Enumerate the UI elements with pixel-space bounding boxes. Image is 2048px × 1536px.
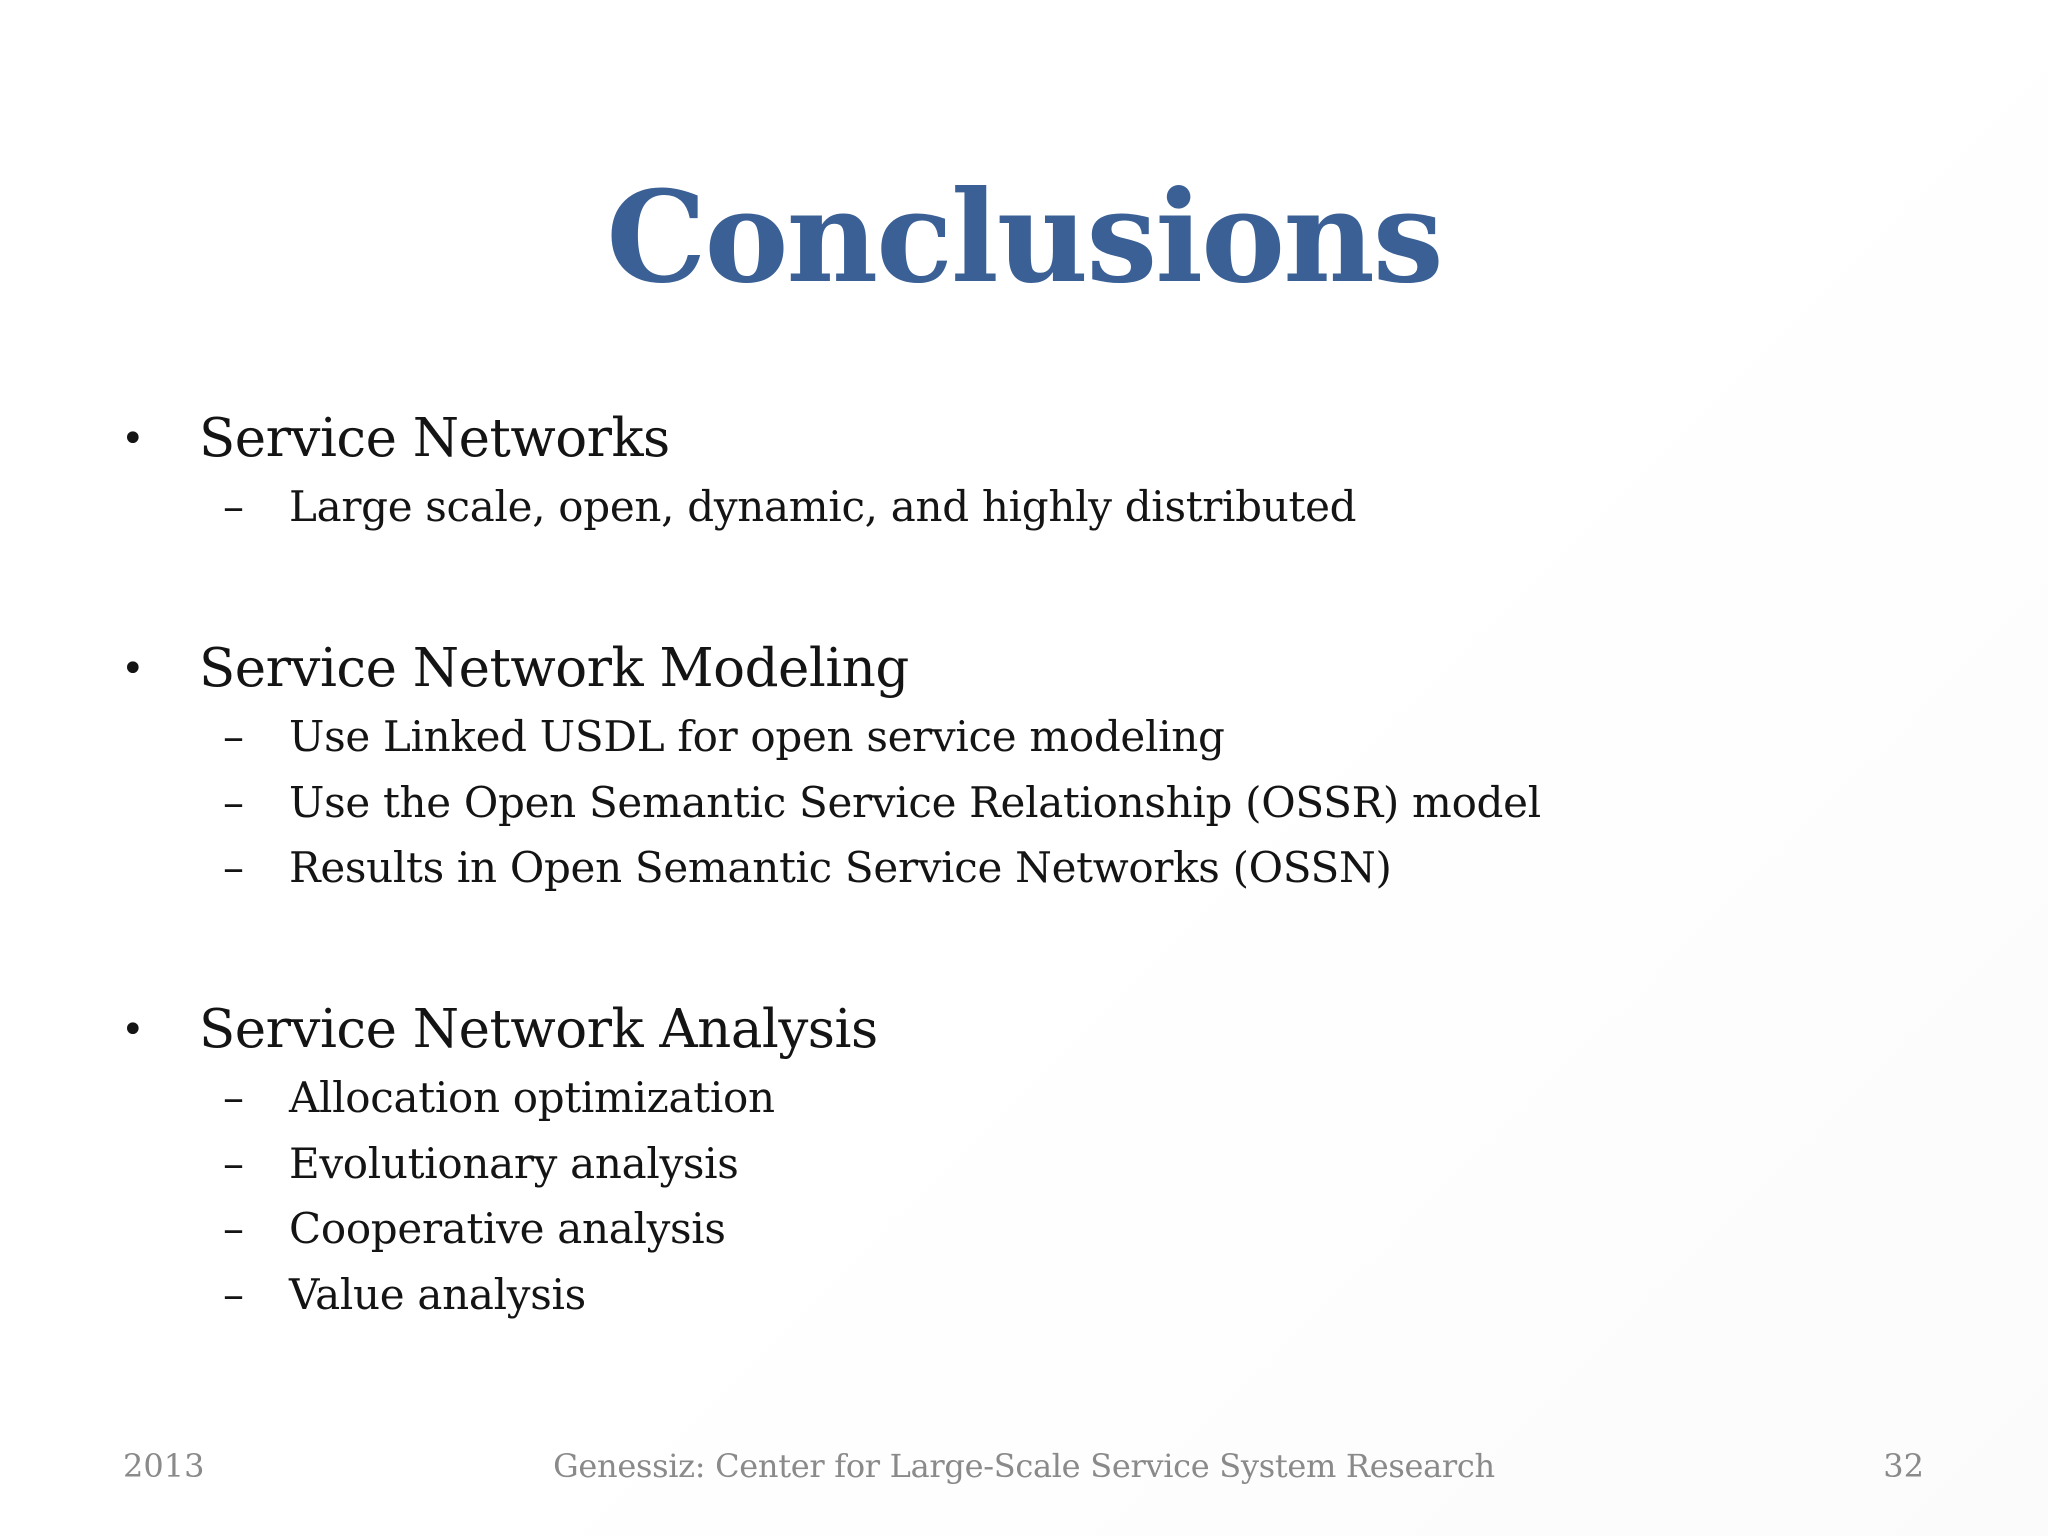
bullet-item xyxy=(0,634,2048,704)
sub-item xyxy=(0,1065,2048,1131)
bullet-heading: Service Network Analysis xyxy=(199,999,878,1060)
sub-item-text: Large scale, open, dynamic, and highly distributed xyxy=(289,482,1357,531)
footer-organization: Genessiz: Center for Large-Scale Service System Research xyxy=(553,1447,1495,1485)
sub-item-text: Allocation optimization xyxy=(289,1073,775,1122)
slide-title: Conclusions xyxy=(606,163,1442,311)
sub-item-text: Use the Open Semantic Service Relationship (OSSR) model xyxy=(289,777,1541,827)
sub-item xyxy=(0,1262,2048,1328)
bullet-icon: • xyxy=(121,416,145,462)
footer-page-number: 32 xyxy=(1883,1447,1924,1485)
bullet-icon: • xyxy=(121,646,145,692)
section-service-network-modeling xyxy=(0,634,2048,901)
bullet-icon: • xyxy=(121,1007,145,1053)
bullet-heading: Service Network Modeling xyxy=(199,638,909,699)
sub-item-text: Results in Open Semantic Service Networks (OSSN) xyxy=(289,843,1392,892)
sub-item xyxy=(0,1131,2048,1197)
dash-icon: – xyxy=(223,843,244,892)
bullet-item xyxy=(0,404,2048,474)
dash-icon: – xyxy=(223,482,244,531)
dash-icon: – xyxy=(223,1269,244,1319)
section-service-network-analysis xyxy=(0,995,2048,1327)
section-service-networks xyxy=(0,404,2048,540)
footer-year: 2013 xyxy=(123,1447,205,1485)
bullet-item xyxy=(0,995,2048,1065)
sub-item xyxy=(0,1196,2048,1262)
dash-icon: – xyxy=(223,1138,244,1188)
sub-item xyxy=(0,704,2048,770)
sub-item xyxy=(0,770,2048,836)
sub-item xyxy=(0,474,2048,540)
bullet-heading: Service Networks xyxy=(199,408,670,469)
dash-icon: – xyxy=(223,1204,244,1253)
sub-item-text: Cooperative analysis xyxy=(289,1204,726,1253)
sub-item xyxy=(0,835,2048,901)
sub-item-text: Use Linked USDL for open service modeling xyxy=(289,712,1225,761)
dash-icon: – xyxy=(223,1073,244,1122)
sub-item-text: Evolutionary analysis xyxy=(289,1138,739,1188)
dash-icon: – xyxy=(223,777,244,827)
sub-item-text: Value analysis xyxy=(289,1269,586,1319)
dash-icon: – xyxy=(223,712,244,761)
